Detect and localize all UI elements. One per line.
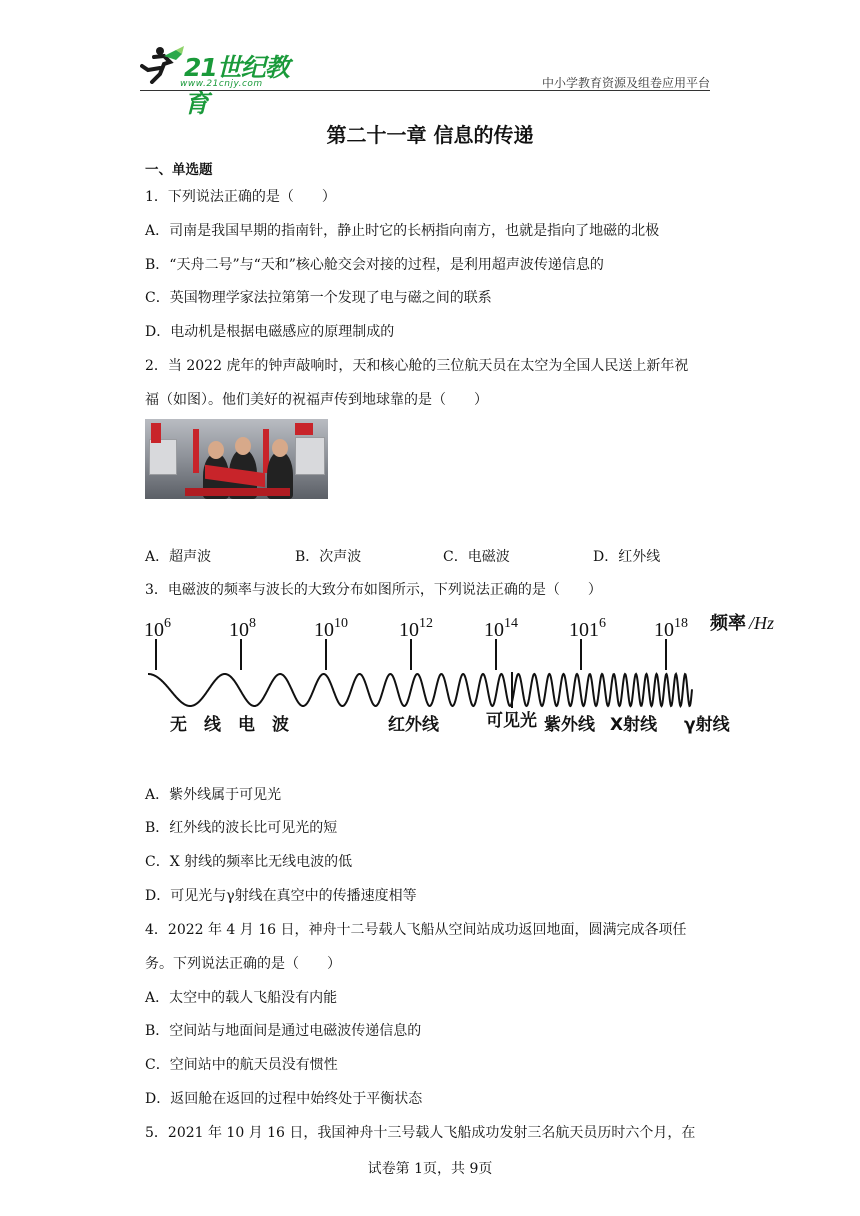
question-1-option-b[interactable]: B．“天舟二号”与“天和”核心舱交会对接的过程，是利用超声波传递信息的 — [145, 257, 604, 273]
tick-label: $10^{12}$ — [399, 616, 433, 641]
question-2-option-a[interactable]: A．超声波 — [145, 549, 212, 565]
tick-label: $10^{10}$ — [314, 616, 348, 641]
tick-label: $10^6$ — [144, 616, 171, 641]
question-2-option-c[interactable]: C．电磁波 — [443, 549, 510, 565]
question-4-option-d[interactable]: D．返回舱在返回的过程中始终处于平衡状态 — [145, 1091, 423, 1107]
em-spectrum-figure — [140, 608, 780, 748]
axis-label: 频率 — [710, 613, 746, 634]
tick-label: $10^{18}$ — [654, 616, 688, 641]
band-xray: X射线 — [610, 715, 658, 735]
astronauts-photo — [145, 419, 328, 499]
band-infrared: 红外线 — [388, 715, 439, 735]
axis-unit: /Hz — [749, 613, 775, 633]
question-2-stem-line1: 2．当 2022 虎年的钟声敲响时，天和核心舱的三位航天员在太空为全国人民送上新年祝 — [145, 358, 689, 374]
question-2-stem-line2: 福（如图）。他们美好的祝福声传到地球靠的是（ ） — [145, 392, 488, 408]
question-1-option-d[interactable]: D．电动机是根据电磁感应的原理制成的 — [145, 324, 395, 340]
question-3-option-c[interactable]: C．X 射线的频率比无线电波的低 — [145, 854, 353, 870]
band-visible: 可见光 — [486, 711, 537, 731]
runner-icon — [140, 44, 186, 84]
question-5-stem-line1: 5．2021 年 10 月 16 日，我国神舟十三号载人飞船成功发射三名航天员历时六个月，在 — [145, 1125, 696, 1141]
question-3-stem: 3．电磁波的频率与波长的大致分布如图所示，下列说法正确的是（ ） — [145, 582, 602, 598]
tick-label: $10^8$ — [229, 616, 256, 641]
question-2-option-d[interactable]: D．红外线 — [593, 549, 661, 565]
question-1-stem: 1．下列说法正确的是（ ） — [145, 189, 336, 205]
tick-label: $101^6$ — [569, 616, 606, 641]
band-radio: 无 线 电 波 — [170, 715, 289, 735]
tick-label: $10^{14}$ — [484, 616, 518, 641]
question-3-option-d[interactable]: D．可见光与γ射线在真空中的传播速度相等 — [145, 888, 417, 904]
question-3-option-a[interactable]: A．紫外线属于可见光 — [145, 787, 282, 803]
logo-text: 21世纪教育 — [184, 53, 289, 118]
question-1-option-a[interactable]: A．司南是我国早期的指南针，静止时它的长柄指向南方，也就是指向了地磁的北极 — [145, 223, 660, 239]
logo-url: www.21cnjy.com — [180, 79, 263, 89]
question-4-stem-line2: 务。下列说法正确的是（ ） — [145, 956, 341, 972]
band-ultraviolet: 紫外线 — [544, 715, 595, 735]
page-title: 第二十一章 信息的传递 — [326, 123, 534, 147]
question-3-option-b[interactable]: B．红外线的波长比可见光的短 — [145, 820, 338, 836]
site-logo[interactable] — [140, 44, 310, 118]
section-heading: 一、单选题 — [145, 162, 213, 178]
band-gamma: γ射线 — [684, 715, 730, 735]
question-4-option-a[interactable]: A．太空中的载人飞船没有内能 — [145, 990, 338, 1006]
question-1-option-c[interactable]: C．英国物理学家法拉第第一个发现了电与磁之间的联系 — [145, 290, 492, 306]
wave-curve — [148, 674, 692, 706]
platform-name: 中小学教育资源及组卷应用平台 — [541, 76, 710, 90]
header-divider — [140, 90, 710, 91]
question-2-option-b[interactable]: B．次声波 — [295, 549, 362, 565]
question-4-option-b[interactable]: B．空间站与地面间是通过电磁波传递信息的 — [145, 1023, 422, 1039]
page-footer: 试卷第 1页，共 9页 — [367, 1161, 493, 1177]
question-4-option-c[interactable]: C．空间站中的航天员没有惯性 — [145, 1057, 338, 1073]
question-4-stem-line1: 4．2022 年 4 月 16 日，神舟十二号载人飞船从空间站成功返回地面，圆满完成各项任 — [145, 922, 687, 938]
